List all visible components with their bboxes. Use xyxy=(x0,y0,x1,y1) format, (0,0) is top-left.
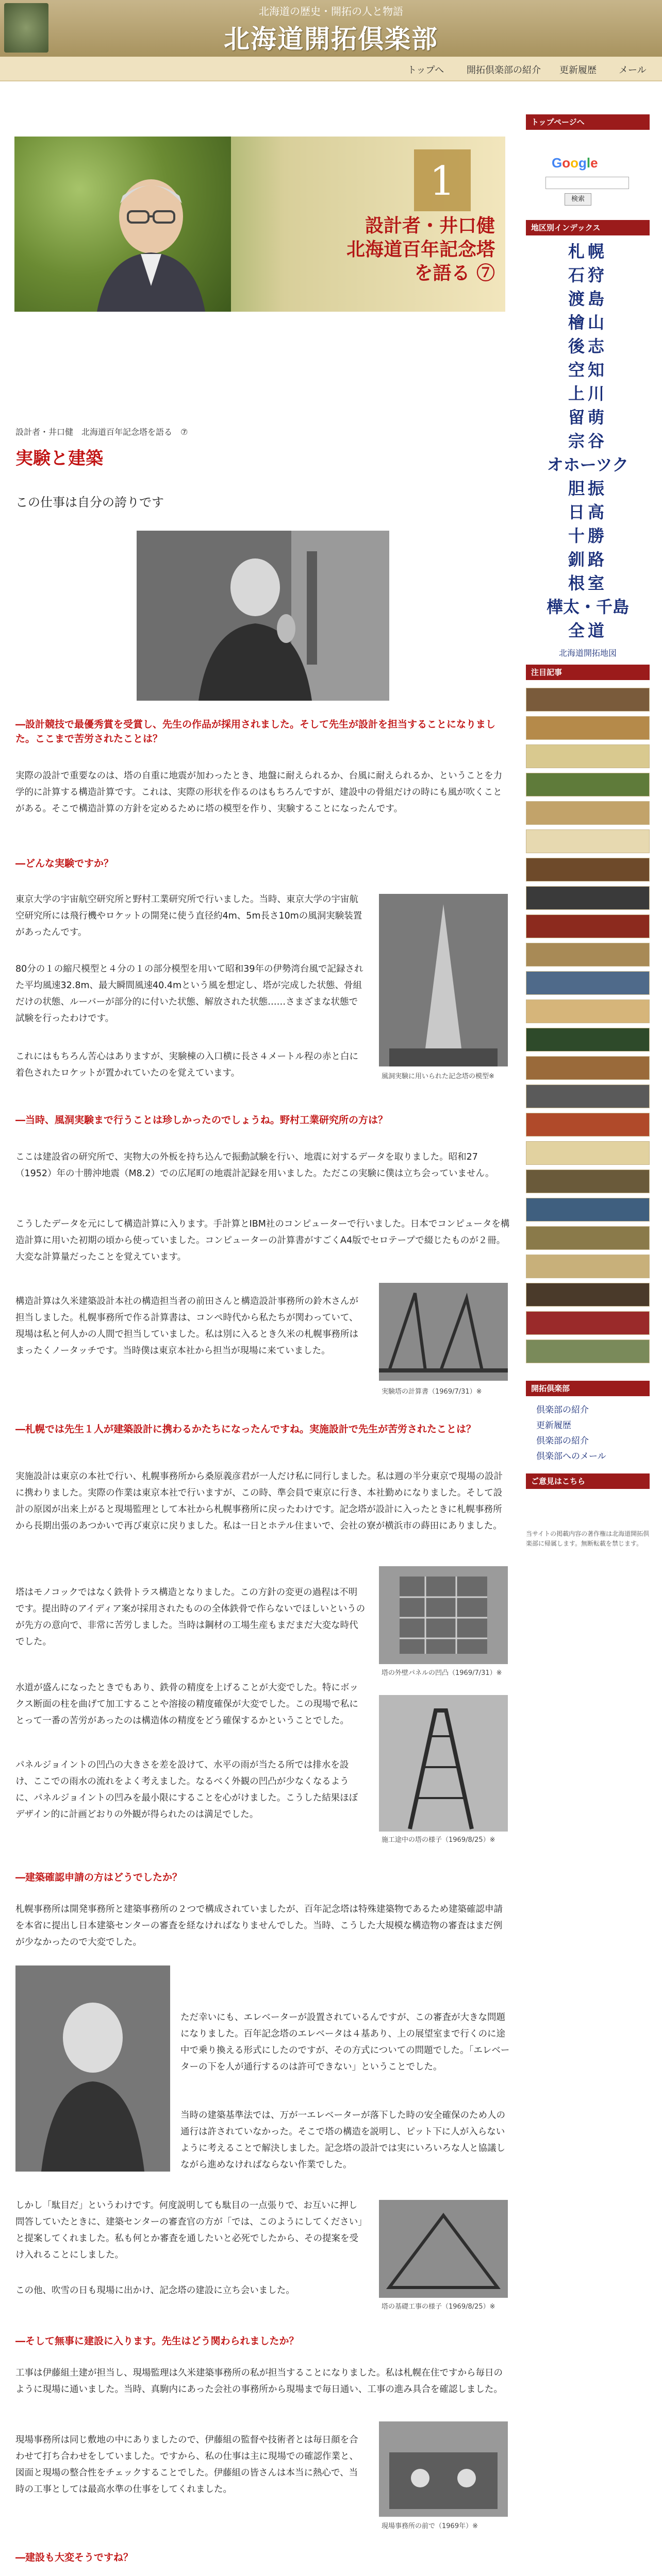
hero-caption-line2: 北海道百年記念塔 xyxy=(346,239,495,260)
region-index xyxy=(526,240,650,658)
steel-frame-photo xyxy=(379,1283,508,1381)
question-6: ―そして無事に建設に入ります。先生はどう関わられましたか？ xyxy=(15,2335,299,2347)
hero-caption xyxy=(227,214,495,285)
question-7: ―建設も大変そうですね？ xyxy=(15,2552,134,2563)
featured-banner[interactable] xyxy=(526,829,650,853)
region-link[interactable]: 檜山 xyxy=(568,313,607,332)
question-4: ―札幌では先生１人が建築設計に携わるかたちになったんですね。実施設計で先生が苦労されたことは？ xyxy=(15,1423,476,1435)
featured-banner[interactable] xyxy=(526,1056,650,1080)
featured-banner[interactable] xyxy=(526,1170,650,1193)
wind-tunnel-model-photo xyxy=(379,894,508,1066)
region-link[interactable]: 札幌 xyxy=(568,242,607,261)
featured-banner[interactable] xyxy=(526,858,650,882)
architect-photo xyxy=(15,1965,170,2172)
hero-number: 1 xyxy=(429,158,455,205)
nav-bar xyxy=(0,57,662,81)
answer-6-para-1: 工事は伊藤組土建が担当し、現場監理は久米建築事務所の私が担当することになりました。私は札幌在住ですから毎日のように現場に通いました。当時、真駒内にあった会社の事務所から現場まで毎日通い、工事の進み具合を確認しました。 xyxy=(15,2368,503,2395)
region-link[interactable]: 石狩 xyxy=(568,265,607,285)
region-link[interactable]: 胆振 xyxy=(568,479,607,498)
question-1: ―設計競技で最優秀賞を受賞し、先生の作品が採用されました。そして先生が設計を担当することになりました。ここまで苦労されたことは？ xyxy=(15,719,496,744)
site-title[interactable]: 北海道開拓倶楽部 xyxy=(224,24,438,54)
region-link[interactable]: 上川 xyxy=(568,384,607,403)
breadcrumb: 設計者・井口健 北海道百年記念塔を語る ⑦ xyxy=(15,427,188,437)
page-title: 実験と建築 xyxy=(15,448,103,469)
answer-5-para-1: 札幌事務所は開発事務所と建築事務所の２つで構成されていましたが、百年記念塔は特殊建築物であるため建築確認申請を本省に提出し日本建築センターの審査を経なければなりませんでした。当時、こうした大規模な構造物の審査はまだ例が少なかったので大変でした。 xyxy=(15,1904,503,1947)
club-link[interactable]: 倶楽部へのメール xyxy=(536,1451,606,1462)
answer-2-para-1: 東京大学の宇宙航空研究所と野村工業研究所で行いました。当時、東京大学の宇宙航空研究所には飛行機やロケットの開発に使う直径約4m、5m長さ10mの風洞実験装置があったんです。 xyxy=(15,894,362,938)
featured-banner[interactable] xyxy=(526,1283,650,1307)
featured-banner[interactable] xyxy=(526,971,650,995)
answer-3-para-2: こうしたデータを元にして構造計算に入ります。手計算とIBM社のコンピューターで行いました。日本でコンピュータを構造計算に用いた初期の頃から使っていました。コンピューターの計算書がすごくA4版でセロテープで綴じたものが２冊。大変な計算量だったことを覚えています。 xyxy=(15,1219,510,1262)
club-link[interactable]: 更新履歴 xyxy=(536,1420,571,1431)
region-link[interactable]: 宗谷 xyxy=(568,431,607,451)
featured-banner[interactable] xyxy=(526,1113,650,1137)
region-link[interactable]: 十勝 xyxy=(568,526,607,546)
region-link[interactable]: 後志 xyxy=(568,336,607,356)
region-link[interactable]: 全道 xyxy=(568,621,607,640)
featured-banner[interactable] xyxy=(526,1340,650,1363)
nav-item-mail[interactable]: メール xyxy=(619,65,647,76)
wind-tunnel-caption: 風洞実験に用いられた記念塔の模型※ xyxy=(382,1073,494,1080)
region-link[interactable]: 樺太・千島 xyxy=(546,597,629,617)
contact-heading[interactable]: ご意見はこちら xyxy=(526,1473,650,1489)
answer-4-para-4: パネルジョイントの凹凸の大きさを差を設けて、水平の雨が当たる所では排水を設け、ここでの雨水の流れをよく考えました。なるべく外観の凹凸が少なくなるように、パネルジョイントの凹みを最小限にすることを心がけました。こうした結果ほぼデザイン的に計画どおりの外観が得られたのは満足でした。 xyxy=(15,1760,358,1820)
copyright-note: 当サイトの掲載内容の著作権は北海道開拓倶楽部に帰属します。無断転載を禁じます。 xyxy=(526,1530,650,1547)
club-link[interactable]: 倶楽部の紹介 xyxy=(536,1405,589,1415)
club-links-heading: 開拓倶楽部 xyxy=(526,1381,650,1396)
map-link[interactable]: 北海道開拓地図 xyxy=(558,648,617,658)
site-office-caption: 現場事務所の前で（1969年）※ xyxy=(382,2522,478,2530)
featured-banner[interactable] xyxy=(526,1198,650,1222)
answer-1-para-1: 実際の設計で重要なのは、塔の自重に地震が加わったとき、地盤に耐えられるか、台風に耐えられるか、ということを力学的に計算する構造計算です。これは、実際の形状を作るのはもちろんですが、建設中の骨組だけの時にも風が吹くことがある。そこで構造計算の方針を定めるために塔の模型を作り、実験することになったんです。 xyxy=(15,771,503,814)
tower-construction-caption: 施工途中の塔の様子（1969/8/25）※ xyxy=(382,1836,495,1844)
featured-heading: 注目記事 xyxy=(526,665,650,680)
nav-item-top[interactable]: トップへ xyxy=(407,65,444,76)
site-header xyxy=(0,0,662,57)
sidebar-top-link[interactable]: トップページへ xyxy=(526,114,650,130)
search-button[interactable]: 検索 xyxy=(565,193,591,206)
answer-2-para-3: これにはもちろん苦心はありますが、実験棟の入口横に長さ４メートル程の赤と白に着色されたロケットが置かれていたのを覚えています。 xyxy=(15,1052,358,1078)
answer-4-para-2: 塔はモノコックではなく鉄骨トラス構造となりました。この方針の変更の過程は不明です。提出時のアイディア案が採用されたものの全体鉄骨で作らないでほしいというのが先方の意向で、非常に苦労しました。当時は鋼材の工場生産もまだまだ大変な時代でした。 xyxy=(15,1587,366,1647)
featured-banner[interactable] xyxy=(526,1311,650,1335)
region-link[interactable]: 渡島 xyxy=(568,289,607,309)
featured-banner[interactable] xyxy=(526,886,650,910)
featured-banner[interactable] xyxy=(526,1255,650,1278)
steel-frame-caption: 実験塔の計算書（1969/7/31）※ xyxy=(382,1388,482,1396)
answer-2-para-2: 80分の１の縮尺模型と４分の１の部分模型を用いて昭和39年の伊勢湾台風で記録された平均風速32.8m、最大瞬間風速40.4mという風を想定し、塔が完成した状態、骨組だけの状態、ルーバーが部分的に付いた状態、解放された状態……さまざまな状態で試験を行ったわけです。 xyxy=(15,964,363,1024)
featured-banner[interactable] xyxy=(526,914,650,938)
nav-item-history[interactable]: 更新履歴 xyxy=(559,65,597,76)
featured-banner[interactable] xyxy=(526,1141,650,1165)
interview-photo xyxy=(137,531,389,701)
answer-5-para-4: しかし「駄目だ」というわけです。何度説明しても駄目の一点張りで、お互いに押し問答していたときに、建築センターの審査官の方が「では、このようにしてください」と提案してくれました。私も何とか審査を通したいと必死でしたから、その提案を受け入れることにしました。 xyxy=(15,2200,363,2260)
answer-6-para-2: 現場事務所は同じ敷地の中にありましたので、伊藤組の監督や技術者とは毎日顔を合わせて打ち合わせをしていました。ですから、私の仕事は主に現場での確認作業と、図面と現場の整合性をチェックすることでした。伊藤組の皆さんは本当に熱心で、当時の工事としては最高水準の仕事をしてくれました。 xyxy=(15,2435,358,2495)
featured-banner[interactable] xyxy=(526,688,650,711)
site-office-photo xyxy=(379,2421,508,2517)
hero-number-badge xyxy=(414,149,471,211)
site-tagline: 北海道の歴史・開拓の人と物語 xyxy=(259,5,403,18)
answer-5-para-2: ただ幸いにも、エレベーターが設置されているんですが、この審査が大きな問題になりました。百年記念塔のエレベータは４基あり、上の展望室まで行くのに途中で乗り換える形式にしたのですが、その方式についての問題でした。「エレベーターの下を人が通行するのは許可できない」ということでした。 xyxy=(180,2012,510,2072)
region-link[interactable]: 留萌 xyxy=(568,408,607,427)
featured-banner[interactable] xyxy=(526,773,650,796)
page-subtitle: この仕事は自分の誇りです xyxy=(15,495,164,510)
featured-banner[interactable] xyxy=(526,1028,650,1052)
search-input[interactable] xyxy=(545,177,629,189)
region-link[interactable]: 釧路 xyxy=(568,550,607,569)
region-link[interactable]: 根室 xyxy=(568,573,607,593)
question-3: ―当時、風洞実験まで行うことは珍しかったのでしょうね。野村工業研究所の方は？ xyxy=(15,1114,388,1126)
featured-banner[interactable] xyxy=(526,1226,650,1250)
region-link[interactable]: 日高 xyxy=(568,502,607,522)
question-5: ―建築確認申請の方はどうでしたか？ xyxy=(15,1872,183,1883)
featured-banner[interactable] xyxy=(526,716,650,740)
region-index-heading: 地区別インデックス xyxy=(526,220,650,235)
hero-caption-line1: 設計者・井口健 xyxy=(365,215,495,236)
nav-item-about[interactable]: 開拓倶楽部の紹介 xyxy=(467,65,541,76)
featured-banner[interactable] xyxy=(526,999,650,1023)
foundation-photo xyxy=(379,2200,508,2298)
answer-3-para-3: 構造計算は久米建築設計本社の構造担当者の前田さんと構造設計事務所の鈴木さんが担当しました。札幌事務所で作る計算書は、コンペ時代から私たちが関わっていて、現場は私と何人かの人間で担当していました。私は別に入るとき久米の札幌事務所はまったくノータッチです。当時僕は東京本社から担当が現場に来ていました。 xyxy=(15,1296,358,1356)
featured-banner[interactable] xyxy=(526,1084,650,1108)
hero-caption-line3: を語る ⑦ xyxy=(414,262,495,284)
featured-banner[interactable] xyxy=(526,801,650,825)
google-logo: Google xyxy=(552,155,598,171)
panel-photo xyxy=(379,1566,508,1664)
answer-3-para-1: ここは建設省の研究所で、実物大の外板を持ち込んで振動試験を行い、地震に対するデータを取りました。昭和27（1952）年の十勝沖地震（M8.2）での広尾町の地震計記録を用いました。ただこの実験に僕は立ち会っていません。 xyxy=(15,1152,494,1179)
portrait-image xyxy=(92,167,210,312)
search-widget xyxy=(536,150,639,208)
question-2: ―どんな実験ですか？ xyxy=(15,858,114,869)
region-link[interactable]: オホーツク xyxy=(547,455,629,474)
hero-banner xyxy=(14,137,505,312)
featured-banner[interactable] xyxy=(526,744,650,768)
club-link[interactable]: 倶楽部の紹介 xyxy=(536,1436,589,1446)
tower-construction-photo xyxy=(379,1695,508,1832)
answer-4-para-3: 水道が盛んになったときでもあり、鉄骨の精度を上げることが大変でした。特にボックス断面の柱を曲げて加工することや溶接の精度確保が大変でした。この現場で私にとって一番の苦労があったのは構造体の精度をどう確保するかということでした。 xyxy=(15,1683,358,1726)
answer-4-para-1: 実施設計は東京の本社で行い、札幌事務所から桑原義彦君が一人だけ私に同行しました。私は週の半分東京で現場の設計に携わりました。実際の作業は東京本社で行いますが、この時、準会員で東京に行き、本社勤めになりました。そして設計の原図が出来上がると現場監理として本社から札幌事務所に戻ったわけです。記念塔が設計に入ったときに札幌事務所から長期出張のあつかいで再び東京に戻りました。私は一日とホテル住まいで、会社の寮が横浜市の蒔田にありました。 xyxy=(15,1471,503,1531)
answer-5-para-5: この他、吹雪の日も現場に出かけ、記念塔の建設に立ち会いました。 xyxy=(15,2285,295,2296)
answer-5-para-3: 当時の建築基準法では、万が一エレベーターが落下した時の安全確保のため人の通行は許されていなかった。そこで塔の構造を説明し、ピット下に人が入らないように考えることで解決しました。記念塔の設計では実にいろいろな人と協議しながら進めなければならない作業でした。 xyxy=(180,2110,505,2170)
region-link[interactable]: 空知 xyxy=(568,360,607,380)
foundation-caption: 塔の基礎工事の様子（1969/8/25）※ xyxy=(382,2303,495,2311)
panel-caption: 塔の外壁パネルの凹凸（1969/7/31）※ xyxy=(382,1669,502,1677)
featured-banner[interactable] xyxy=(526,943,650,967)
